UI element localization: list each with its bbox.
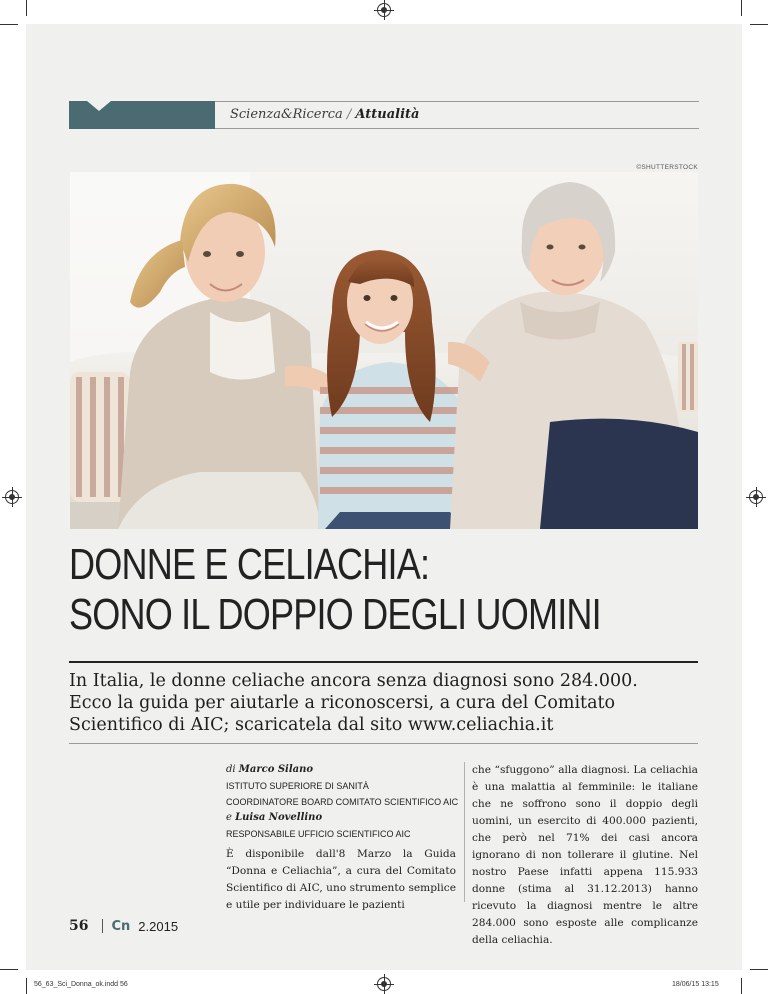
lede-line: In Italia, le donne celiache ancora senza diagnosi sono 284.000. <box>69 671 638 691</box>
author-role: ISTITUTO SUPERIORE DI SANITÀ <box>226 781 369 791</box>
author-name: Marco Silano <box>238 764 314 775</box>
section-name: Scienza&Ricerca <box>230 107 343 122</box>
section-category: Attualità <box>355 107 420 122</box>
crop-mark <box>750 969 768 970</box>
byline-prefix: e <box>226 812 236 823</box>
body-column-2: che “sfuggono” alla diagnosi. La celiachia è una malattia al femminile: le italiane che ne soffrono sono il doppio degli uomini, un esercito di 400.000 pazienti, che però nel 71% dei casi ancora ignorano di non tollerare il glutine. Nel nostro Paese infatti appena 115.933 donne (stima al 31.12.2013) hanno ricevuto la diagnosi mentre le altre 284.000 sono esposte alle complicanze della celiachia. <box>472 764 698 946</box>
print-timestamp: 18/06/15 13:15 <box>672 981 719 988</box>
registration-mark-icon <box>377 977 391 991</box>
folio-divider <box>102 919 103 933</box>
lede-line: Scientifico di AIC; scaricatela dal sito www.celiachia.it <box>69 715 554 735</box>
family-photo-illustration <box>70 172 698 529</box>
lede-line: Ecco la guida per aiutarle a riconoscersi, a cura del Comitato <box>69 693 616 713</box>
crop-mark <box>26 978 27 994</box>
headline <box>69 540 601 640</box>
crop-mark <box>0 969 18 970</box>
registration-mark-icon <box>749 490 763 504</box>
headline-line: DONNE E CELIACHIA: <box>69 540 430 589</box>
page-number: 56 <box>69 918 89 934</box>
crop-mark <box>741 0 742 16</box>
photo-credit: ©SHUTTERSTOCK <box>636 164 698 171</box>
body-column-1: È disponibile dall'8 Marzo la Guida “Donna e Celiachia”, a cura del Comitato Scientifico di AIC, uno strumento semplice e utile per individuare le pazienti <box>226 848 456 911</box>
header-rule <box>215 128 699 129</box>
author-role: RESPONSABILE UFFICIO SCIENTIFICO AIC <box>226 829 411 839</box>
registration-mark-icon <box>377 3 391 17</box>
magazine-logo-icon: Cn <box>111 918 131 934</box>
headline-rule <box>69 661 698 663</box>
headline-line: SONO IL DOPPIO DEGLI UOMINI <box>69 590 601 639</box>
registration-mark-icon <box>5 490 19 504</box>
section-tab <box>69 101 215 129</box>
lede-rule <box>69 743 698 744</box>
crop-mark <box>0 24 18 25</box>
file-slug: 56_63_Sci_Donna_ok.indd 56 <box>34 981 128 988</box>
article-photo <box>70 172 698 529</box>
crop-mark <box>26 0 27 16</box>
section-label <box>230 107 419 122</box>
author-line <box>226 810 456 826</box>
issue-number: 2.2015 <box>138 918 179 934</box>
lede <box>69 670 698 736</box>
tab-notch-icon <box>87 101 111 111</box>
folio <box>69 918 178 934</box>
author-line <box>226 762 456 778</box>
author-name: Luisa Novellino <box>235 812 323 823</box>
byline <box>226 762 459 842</box>
author-role: COORDINATORE BOARD COMITATO SCIENTIFICO AIC <box>226 797 459 807</box>
byline-prefix: di <box>226 764 239 775</box>
crop-mark <box>750 24 768 25</box>
crop-mark <box>741 978 742 994</box>
header-rule <box>215 101 699 102</box>
section-separator: / <box>342 107 356 122</box>
column-divider <box>464 762 465 902</box>
